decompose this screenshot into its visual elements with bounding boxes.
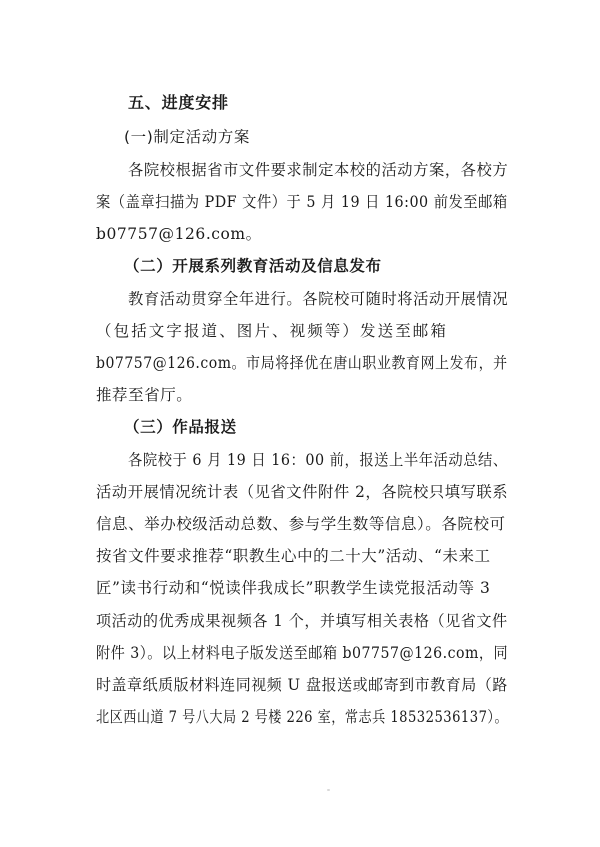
- paragraph-line: 各院校于 6 月 19 日 16：00 前，报送上半年活动总结、: [128, 451, 508, 469]
- subsection-2-heading: （二）开展系列教育活动及信息发布: [124, 257, 382, 275]
- subsection-3-heading: （三）作品报送: [124, 418, 237, 436]
- section-title: 五、进度安排: [128, 93, 229, 112]
- email-address: b07757@126.com。: [96, 225, 262, 243]
- paragraph-line: 活动开展情况统计表（见省文件附件 2，各院校只填写联系: [96, 483, 509, 501]
- paragraph-line: 各院校根据省市文件要求制定本校的活动方案，各校方: [128, 161, 509, 179]
- paragraph-line: 案（盖章扫描为 PDF 文件）于 5 月 19 日 16:00 前发至邮箱: [96, 193, 508, 211]
- scan-speck: [327, 789, 330, 791]
- paragraph-line: b07757@126.com。市局将择优在唐山职业教育网上发布，并: [96, 354, 508, 372]
- paragraph-line: 按省文件要求推荐“职教生心中的二十大”活动、“未来工: [96, 547, 491, 565]
- paragraph-line: 项活动的优秀成果视频各 1 个，并填写相关表格（见省文件: [96, 612, 508, 630]
- paragraph-line: 匠”读书行动和“悦读伴我成长”职教学生读党报活动等 3: [96, 579, 491, 597]
- paragraph-line: 附件 3）。以上材料电子版发送至邮箱 b07757@126.com，同: [96, 644, 509, 662]
- paragraph-line: 推荐至省厅。: [96, 386, 193, 404]
- paragraph-line: 北区西山道 7 号八大局 2 号楼 226 室，常志兵 18532536137）。: [96, 708, 509, 726]
- paragraph-line: 教育活动贯穿全年进行。各院校可随时将活动开展情况: [128, 290, 509, 308]
- paragraph-line: （包括文字报道、图片、视频等）发送至邮箱: [96, 322, 449, 340]
- paragraph-line: 信息、举办校级活动总数、参与学生数等信息）。各院校可: [96, 515, 506, 533]
- paragraph-line: 时盖章纸质版材料连同视频 U 盘报送或邮寄到市教育局（路: [96, 676, 508, 694]
- subsection-1-heading: (一)制定活动方案: [124, 128, 250, 146]
